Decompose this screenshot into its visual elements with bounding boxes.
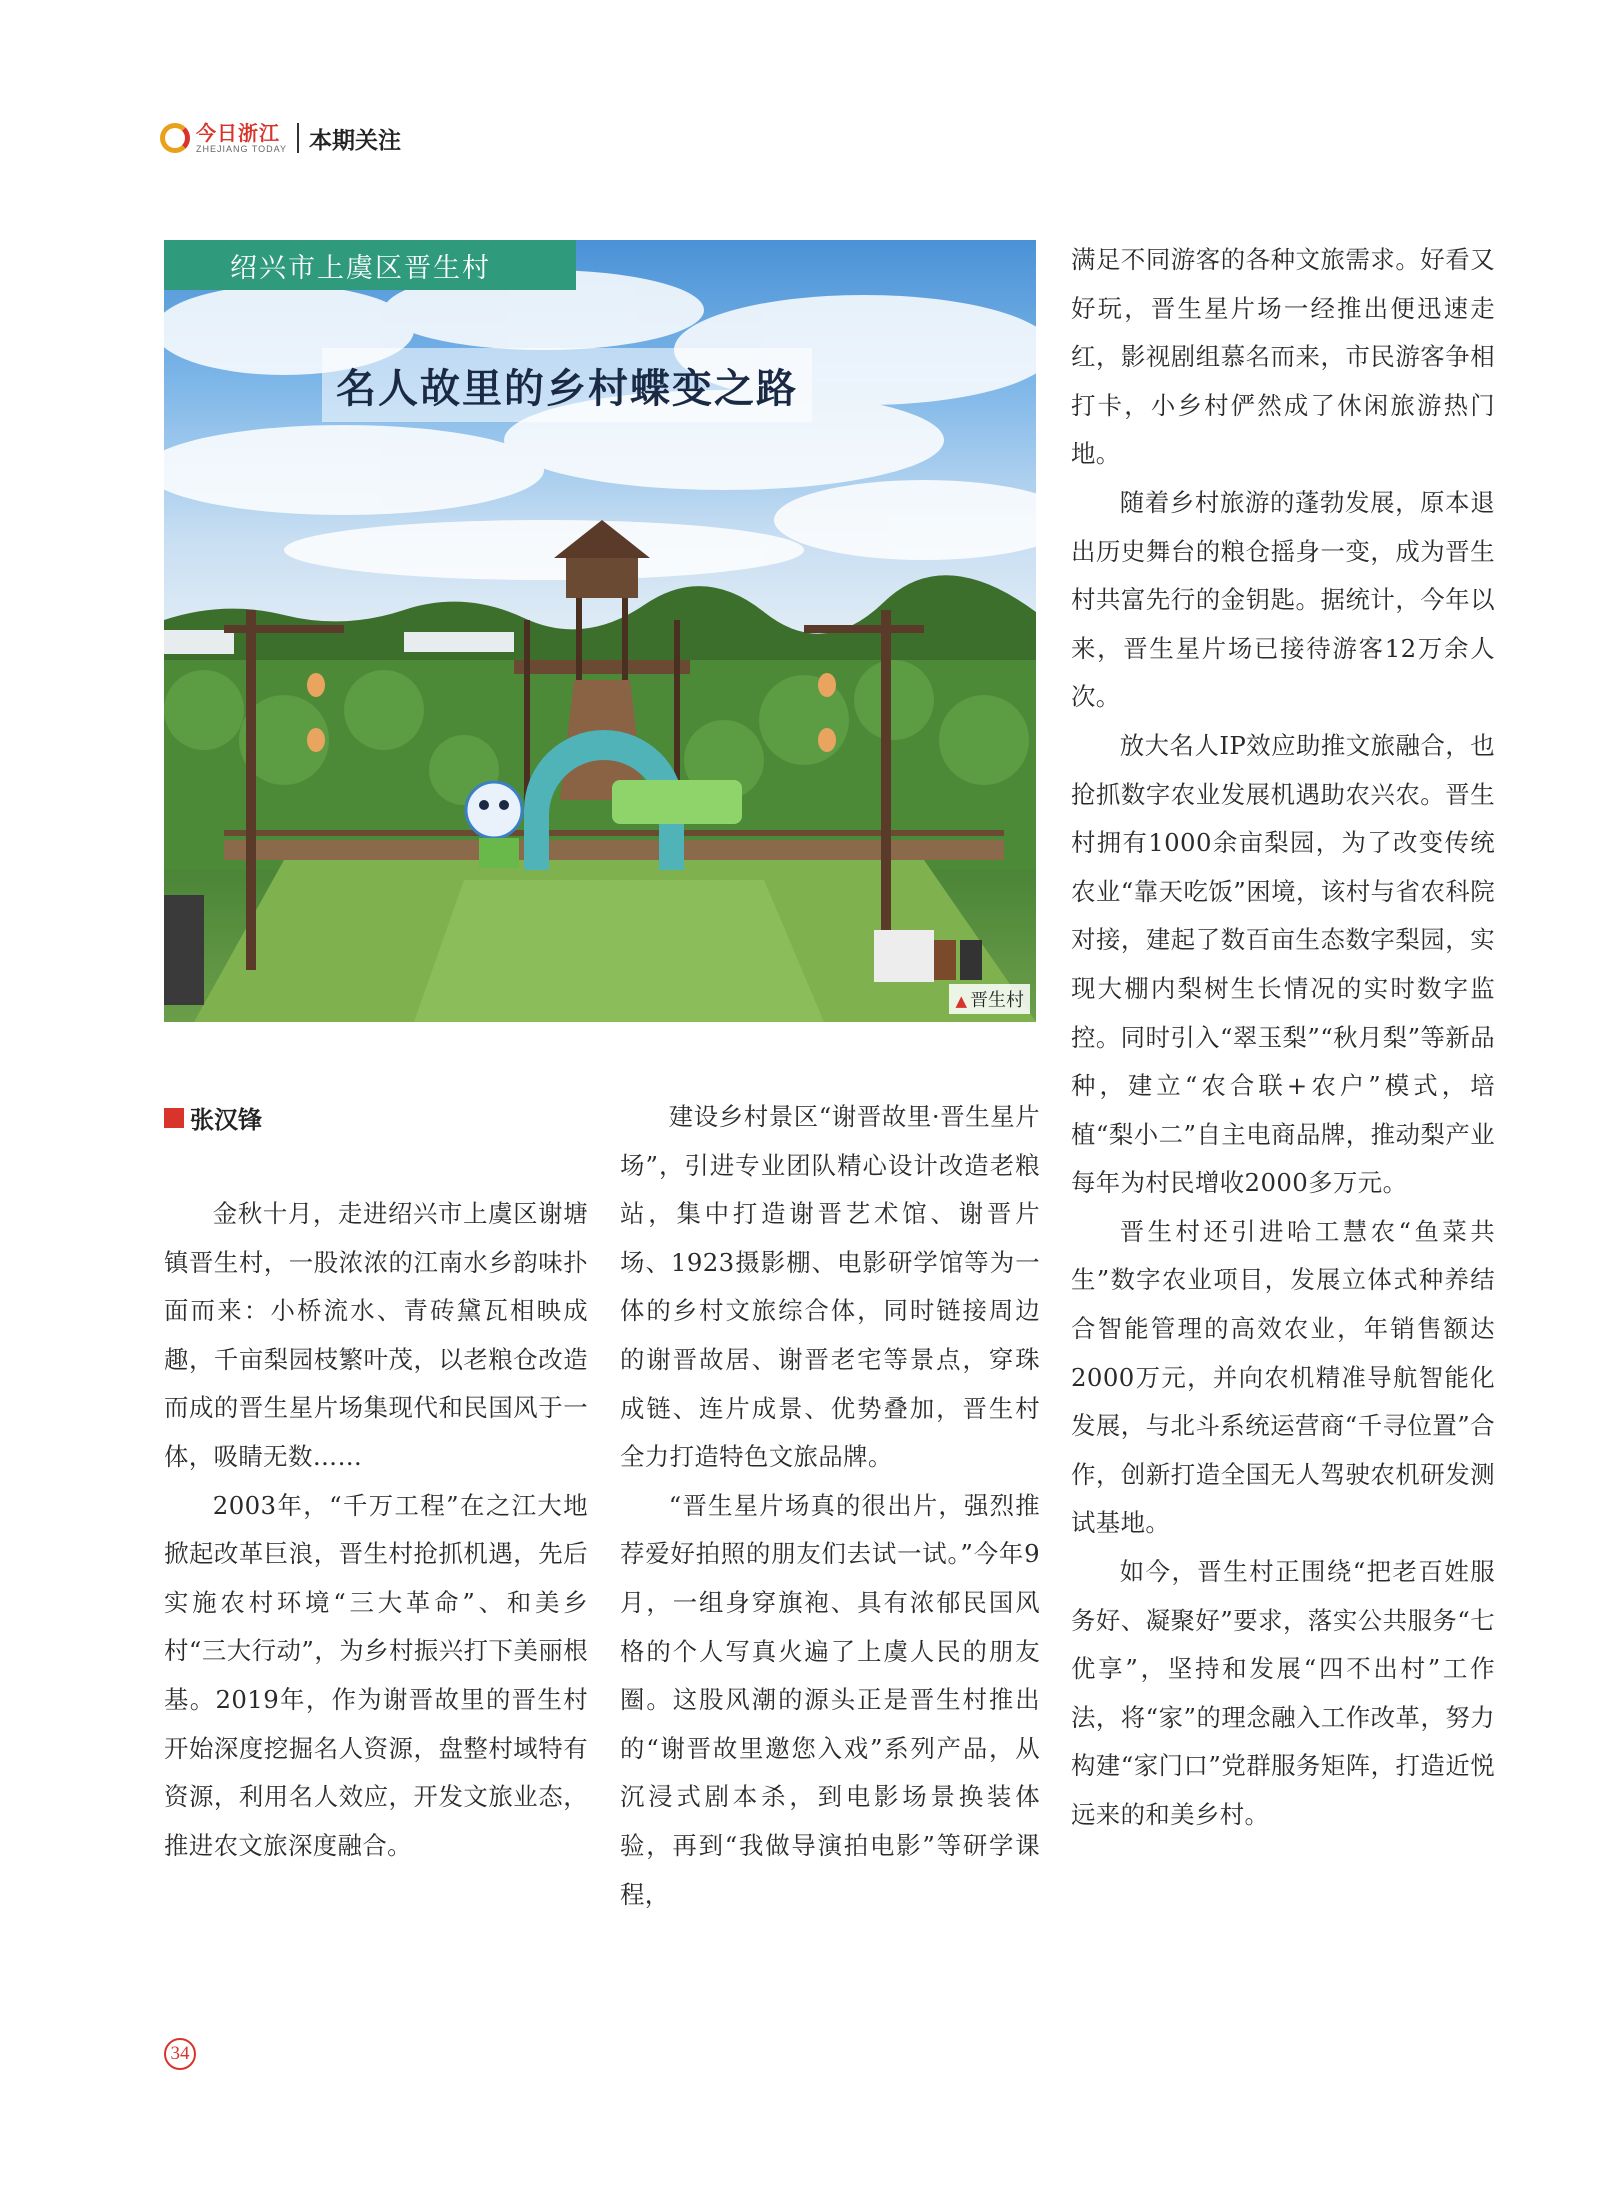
magazine-logo (160, 120, 288, 154)
page-number: 34 (164, 2038, 196, 2070)
paragraph: “晋生星片场真的很出片，强烈推荐爱好拍照的朋友们去试一试。”今年9月，一组身穿旗袍、具有浓郁民国风格的个人写真火遍了上虞人民的朋友圈。这股风潮的源头正是晋生村推出的“谢晋故里邀您入戏”系列产品，从沉浸式剧本杀，到电影场景换装体验，再到“我做导演拍电影”等研学课程， (620, 1490, 1040, 1909)
byline-square-icon (164, 1108, 184, 1128)
article-title: 名人故里的乡村蝶变之路 (322, 348, 812, 422)
paragraph: 如今，晋生村正围绕“把老百姓服务好、凝聚好”要求，落实公共服务“七优享”，坚持和发展“四不出村”工作法，将“家”的理念融入工作改革，努力构建“家门口”党群服务矩阵，打造近悦远来的和美乡村。 (1071, 1557, 1495, 1829)
paragraph: 随着乡村旅游的蓬勃发展，原本退出历史舞台的粮仓摇身一变，成为晋生村共富先行的金钥匙。据统计，今年以来，晋生星片场已接待游客12万余人次。 (1071, 487, 1495, 712)
author-name: 张汉锋 (190, 1106, 262, 1134)
paragraph: 满足不同游客的各种文旅需求。好看又好玩，晋生星片场一经推出便迅速走红，影视剧组慕名而来，市民游客争相打卡，小乡村俨然成了休闲旅游热门地。 (1071, 245, 1495, 469)
photo-caption (949, 984, 1030, 1014)
article-column-1 (164, 1190, 588, 1870)
paragraph: 金秋十月，走进绍兴市上虞区谢塘镇晋生村，一股浓浓的江南水乡韵味扑面而来：小桥流水、青砖黛瓦相映成趣，千亩梨园枝繁叶茂，以老粮仓改造而成的晋生星片场集现代和民国风于一体，吸睛无数…… (164, 1199, 588, 1471)
paragraph: 晋生村还引进哈工慧农“鱼菜共生”数字农业项目，发展立体式种养结合智能管理的高效农业，年销售额达2000万元，并向农机精准导航智能化发展，与北斗系统运营商“千寻位置”合作，创新打造全国无人驾驶农机研发测试基地。 (1071, 1216, 1495, 1538)
place-tag: 绍兴市上虞区晋生村 (164, 240, 576, 290)
article-column-3 (1071, 236, 1495, 1840)
author-byline (164, 1100, 262, 1135)
logo-emblem-icon (160, 123, 190, 153)
caption-triangle-icon: ▲ (955, 992, 967, 1010)
header-divider (297, 123, 299, 153)
article-column-2 (620, 1093, 1040, 1919)
photo-caption-text: 晋生村 (970, 990, 1024, 1011)
hero-photo (164, 240, 1036, 1022)
paragraph: 放大名人IP效应助推文旅融合，也抢抓数字农业发展机遇助农兴农。晋生村拥有1000余亩梨园，为了改变传统农业“靠天吃饭”困境，该村与省农科院对接，建起了数百亩生态数字梨园，实现大棚内梨树生长情况的实时数字监控。同时引入“翠玉梨”“秋月梨”等新品种，建立“农合联+农户”模式，培植“梨小二”自主电商品牌，推动梨产业每年为村民增收2000多万元。 (1071, 730, 1495, 1198)
logo-english-name: ZHEJIANG TODAY (196, 143, 288, 154)
paragraph: 2003年，“千万工程”在之江大地掀起改革巨浪，晋生村抢抓机遇，先后实施农村环境“三大革命”、和美乡村“三大行动”，为乡村振兴打下美丽根基。2019年，作为谢晋故里的晋生村开始深度挖掘名人资源，盘整村域特有资源，利用名人效应，开发文旅业态，推进农文旅深度融合。 (164, 1490, 588, 1860)
paragraph: 建设乡村景区“谢晋故里·晋生星片场”，引进专业团队精心设计改造老粮站，集中打造谢晋艺术馆、谢晋片场、1923摄影棚、电影研学馆等为一体的乡村文旅综合体，同时链接周边的谢晋故居、谢晋老宅等景点，穿珠成链、连片成景、优势叠加，晋生村全力打造特色文旅品牌。 (620, 1102, 1040, 1472)
page-header (160, 118, 401, 158)
logo-chinese-name: 今日浙江 (196, 120, 280, 145)
section-name: 本期关注 (309, 127, 402, 154)
